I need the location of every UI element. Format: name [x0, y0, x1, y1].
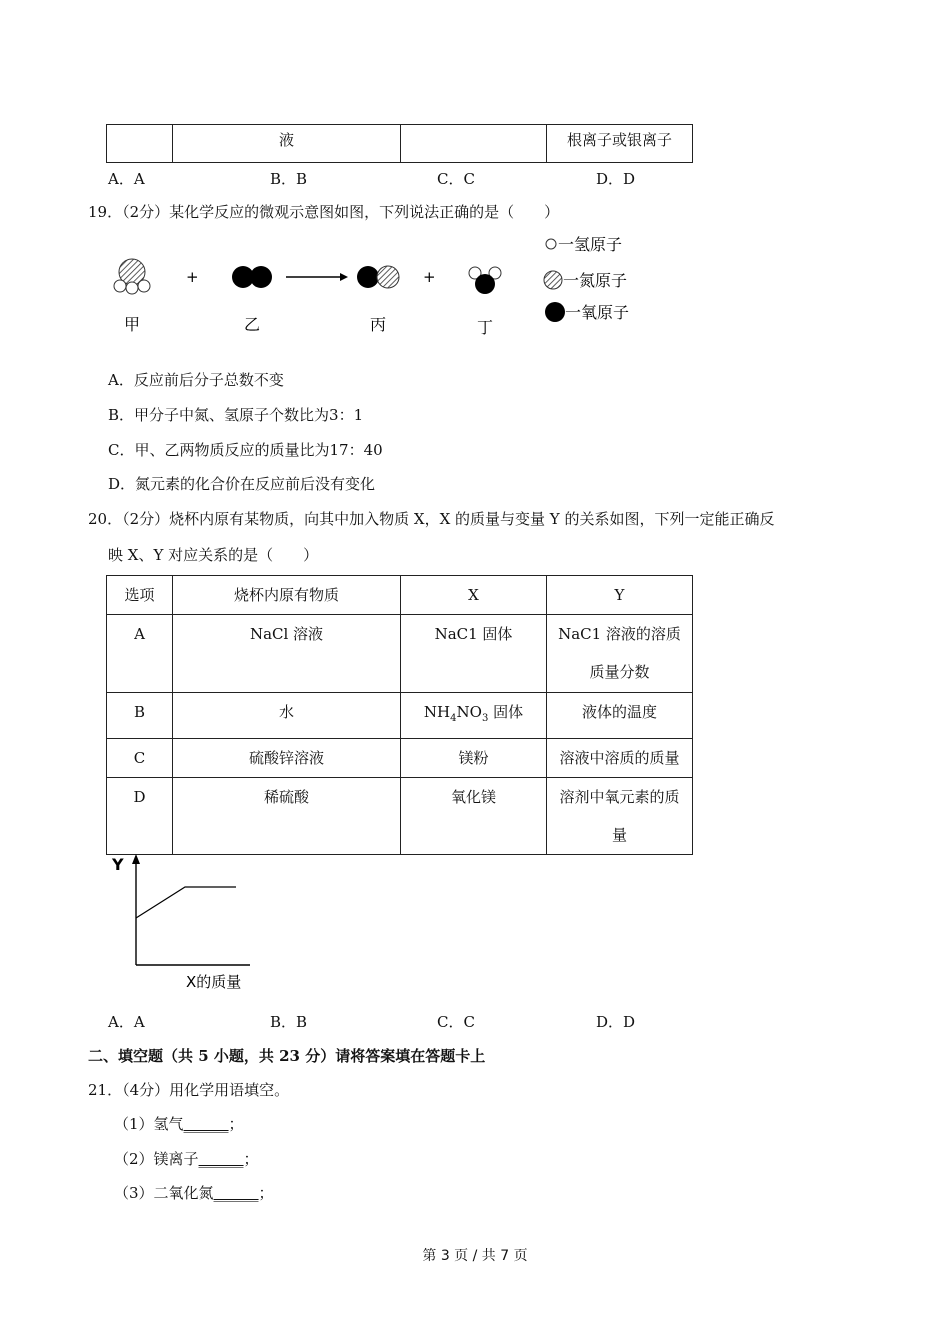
item-label: （2）镁离子	[114, 1150, 199, 1168]
molecule-label: 甲	[123, 315, 141, 334]
table-cell	[107, 125, 173, 163]
section-heading: 二、填空题（共 5 小题，共 23 分）请将答案填在答题卡上	[88, 1047, 486, 1065]
molecule-label: 乙	[243, 315, 261, 334]
table-cell: A	[107, 615, 173, 693]
option-c: C．C	[437, 170, 475, 188]
plus-sign: +	[186, 268, 199, 286]
molecule-yi	[232, 266, 272, 288]
cell-line: NaC1 溶液的溶质	[558, 625, 681, 643]
q19-option-a: A．反应前后分子总数不变	[108, 371, 284, 389]
q21-stem: 21．（4分）用化学用语填空。	[88, 1081, 290, 1099]
table-cell: 硫酸锌溶液	[173, 739, 401, 778]
answer-blank: ______	[183, 1115, 229, 1133]
q21-item-1	[114, 1113, 244, 1134]
y-axis-arrow	[132, 854, 140, 864]
option-b: B．B	[270, 170, 308, 188]
table-header: Y	[547, 576, 693, 615]
table-cell: 液体的温度	[547, 693, 693, 739]
table-row	[107, 615, 693, 693]
item-end: ；	[258, 1184, 274, 1202]
table-cell	[547, 778, 693, 855]
item-end: ；	[243, 1150, 259, 1168]
graph-line	[136, 887, 236, 918]
table-header: 选项	[107, 576, 173, 615]
table-cell: B	[107, 693, 173, 739]
item-label: （1）氢气	[114, 1115, 184, 1133]
table-cell	[401, 125, 547, 163]
legend-oxygen: 一氧原子	[565, 303, 630, 322]
cell-line: 质量分数	[589, 663, 650, 681]
table-row	[107, 778, 693, 855]
table-cell: 镁粉	[401, 739, 547, 778]
table-cell: NaCl 溶液	[173, 615, 401, 693]
reaction-arrow	[286, 273, 348, 281]
q19-stem: 19．（2分）某化学反应的微观示意图如图，下列说法正确的是（ ）	[88, 203, 560, 221]
legend-nitrogen: 一氮原子	[563, 271, 628, 290]
q20-table	[106, 575, 693, 855]
q21-item-3	[114, 1182, 274, 1203]
table-cell: 稀硫酸	[173, 778, 401, 855]
q19-option-d: D．氮元素的化合价在反应前后没有变化	[108, 475, 376, 493]
option-b: B．B	[270, 1013, 308, 1031]
formula-subscript: 4	[450, 713, 457, 724]
page-footer: 第 3 页 / 共 7 页	[422, 1248, 528, 1264]
option-d: D．D	[596, 1013, 636, 1031]
molecule-ding	[469, 267, 501, 294]
table-row	[107, 693, 693, 739]
molecule-label: 丙	[369, 315, 387, 334]
table-cell: NaC1 固体	[401, 615, 547, 693]
answer-blank: ______	[198, 1150, 244, 1168]
q20-stem-cont: 映 X、Y 对应关系的是（ ）	[108, 546, 319, 564]
table-cell	[547, 615, 693, 693]
q19-option-c: C．甲、乙两物质反应的质量比为17：40	[108, 441, 383, 459]
option-a: A．A	[108, 1013, 145, 1031]
q20-stem: 20．（2分）烧杯内原有某物质，向其中加入物质 X，X 的质量与变量 Y 的关系如图，下列一定能正确反	[88, 510, 775, 528]
formula-subscript: 3	[481, 713, 489, 724]
q20-options	[108, 1011, 728, 1031]
legend-hydrogen: 一氢原子	[558, 235, 623, 254]
table-header: 烧杯内原有物质	[173, 576, 401, 615]
option-a: A．A	[108, 170, 145, 188]
atom-legend	[544, 235, 629, 322]
table-cell: 氧化镁	[401, 778, 547, 855]
formula-part: NO	[456, 703, 482, 721]
q19-option-b: B．甲分子中氮、氢原子个数比为3：1	[108, 406, 364, 424]
y-x-graph	[100, 850, 280, 995]
table-cell: 根离子或银离子	[547, 125, 693, 163]
molecule-jia	[114, 259, 150, 294]
y-axis-label: Y	[112, 855, 124, 874]
reaction-diagram	[100, 230, 660, 350]
option-c: C．C	[437, 1013, 475, 1031]
answer-blank: ______	[213, 1184, 259, 1202]
table-header: X	[401, 576, 547, 615]
q21-item-2	[114, 1148, 259, 1169]
cell-line: 量	[611, 826, 627, 844]
plus-sign: +	[423, 268, 436, 286]
x-axis-label: X的质量	[186, 973, 242, 991]
table-cell: D	[107, 778, 173, 855]
item-end: ；	[228, 1115, 244, 1133]
formula-part: 固体	[488, 703, 524, 721]
molecule-label: 丁	[476, 318, 494, 337]
answer-table-fragment	[106, 124, 693, 163]
table-cell: 液	[173, 125, 401, 163]
formula-part: NH	[423, 703, 451, 721]
table-row	[107, 739, 693, 778]
q18-options	[108, 168, 728, 188]
option-d: D．D	[596, 170, 636, 188]
item-label: （3）二氧化氮	[114, 1184, 214, 1202]
table-cell: 溶液中溶质的质量	[547, 739, 693, 778]
molecule-bing	[357, 266, 399, 288]
table-cell: C	[107, 739, 173, 778]
table-cell	[401, 693, 547, 739]
cell-line: 溶剂中氧元素的质	[559, 788, 680, 806]
table-cell: 水	[173, 693, 401, 739]
